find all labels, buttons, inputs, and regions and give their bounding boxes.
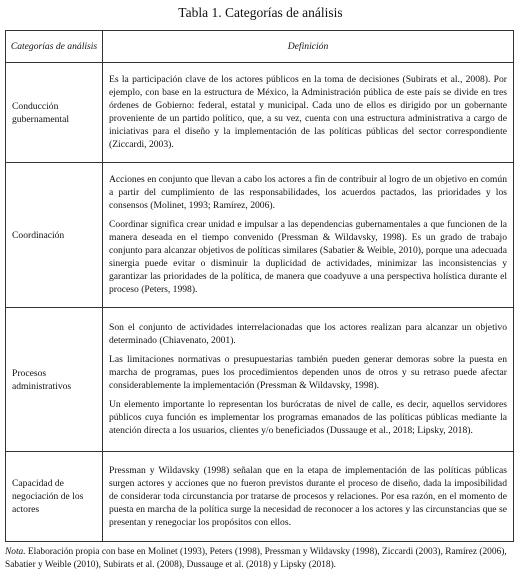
category-cell: Conducción gubernamental xyxy=(6,63,103,163)
definition-paragraph: Las limitaciones normativas o presupuestarias también pueden generar demoras sobre la puesta en marcha de programas, pues los procedimientos dependen unos de otros y su retraso puede afectar considerablemente la implementación (Pressman & Wildavsky, 1998). xyxy=(109,354,507,391)
header-definition: Definición xyxy=(103,31,514,63)
table-row xyxy=(6,163,514,308)
note-label: Nota. xyxy=(5,547,26,557)
note-text: Elaboración propia con base en Molinet (1993), Peters (1998), Pressman y Wildavsky (1998), Ziccardi (2003), Ramírez (2006), Sabatier y Weible (2010), Subirats et al. (2008), Dussauge et al. (2018) y Lipsky (2018). xyxy=(5,547,507,570)
category-cell: Coordinación xyxy=(6,163,103,308)
definition-cell xyxy=(103,63,514,163)
table-title: Tabla 1. Categorías de análisis xyxy=(178,5,343,20)
category-cell: Capacidad de negociación de los actores xyxy=(6,452,103,542)
definition-paragraph: Coordinar significa crear unidad e impulsar a las dependencias gubernamentales a que funcionen de la manera deseada en el tiempo convenido (Pressman & Wildavsky, 1998). Es un grado de trabajo conjunto para alcanzar objetivos de políticas similares (Sabatier & Weible, 2010), porque una adecuada sinergia puede evitar o disminuir la duplicidad de actividades, minimizar las inconsistencias y garantizar las prioridades de la política, de manera que coadyuve a una perspectiva holística durante el proceso (Peters, 1998). xyxy=(109,219,507,295)
table-row xyxy=(6,308,514,452)
category-cell: Procesos administrativos xyxy=(6,308,103,452)
definition-paragraph: Es la participación clave de los actores públicos en la toma de decisiones (Subirats et al., 2008). Por ejemplo, con base en la estructura de México, la Administración pública de este país se divide en tres órdenes de Gobierno: federal, estatal y municipal. Cada uno de ellos es dirigido por un gobernante proveniente de un partido político, que, a su vez, cuenta con una estructura administrativa a cargo de iniciativas para el diseño y la implementación de las políticas públicas del sector correspondiente (Ziccardi, 2003). xyxy=(109,74,507,150)
definition-cell xyxy=(103,452,514,542)
definition-paragraph: Un elemento importante lo representan los burócratas de nivel de calle, es decir, aquellos servidores públicos cuya función es implementar los programas emanados de las políticas públicas mediante la atención directa a los usuarios, clientes y/o beneficiados (Dussauge et al., 2018; Lipsky, 2018). xyxy=(109,399,507,436)
table-row xyxy=(6,63,514,163)
table-row xyxy=(6,452,514,542)
definition-paragraph: Son el conjunto de actividades interrelacionadas que los actores realizan para alcanzar un objetivo determinado (Chiavenato, 2001). xyxy=(109,322,507,346)
definition-paragraph: Acciones en conjunto que llevan a cabo los actores a fin de contribuir al logro de un objetivo en común a partir del cumplimiento de las responsabilidades, los acuerdos pactados, las prioridades y los consensos (Molinet, 1993; Ramírez, 2006). xyxy=(109,174,507,211)
header-category: Categorías de análisis xyxy=(6,31,103,63)
definition-cell xyxy=(103,163,514,308)
table-header-row xyxy=(6,31,514,63)
table-note xyxy=(5,546,514,572)
definition-paragraph: Pressman y Wildavsky (1998) señalan que en la etapa de implementación de las políticas públicas surgen actores y acciones que no fueron previstos durante el proceso de diseño, dada la imposibilidad de considerar toda circunstancia por tratarse de procesos y relaciones. Por esa razón, en el momento de puesta en marcha de la política surge la necesidad de reconocer a los actores y las circunstancias que se presentan y renegociar los propósitos con ellos. xyxy=(109,464,507,528)
definition-cell xyxy=(103,308,514,452)
categories-table xyxy=(5,30,514,542)
